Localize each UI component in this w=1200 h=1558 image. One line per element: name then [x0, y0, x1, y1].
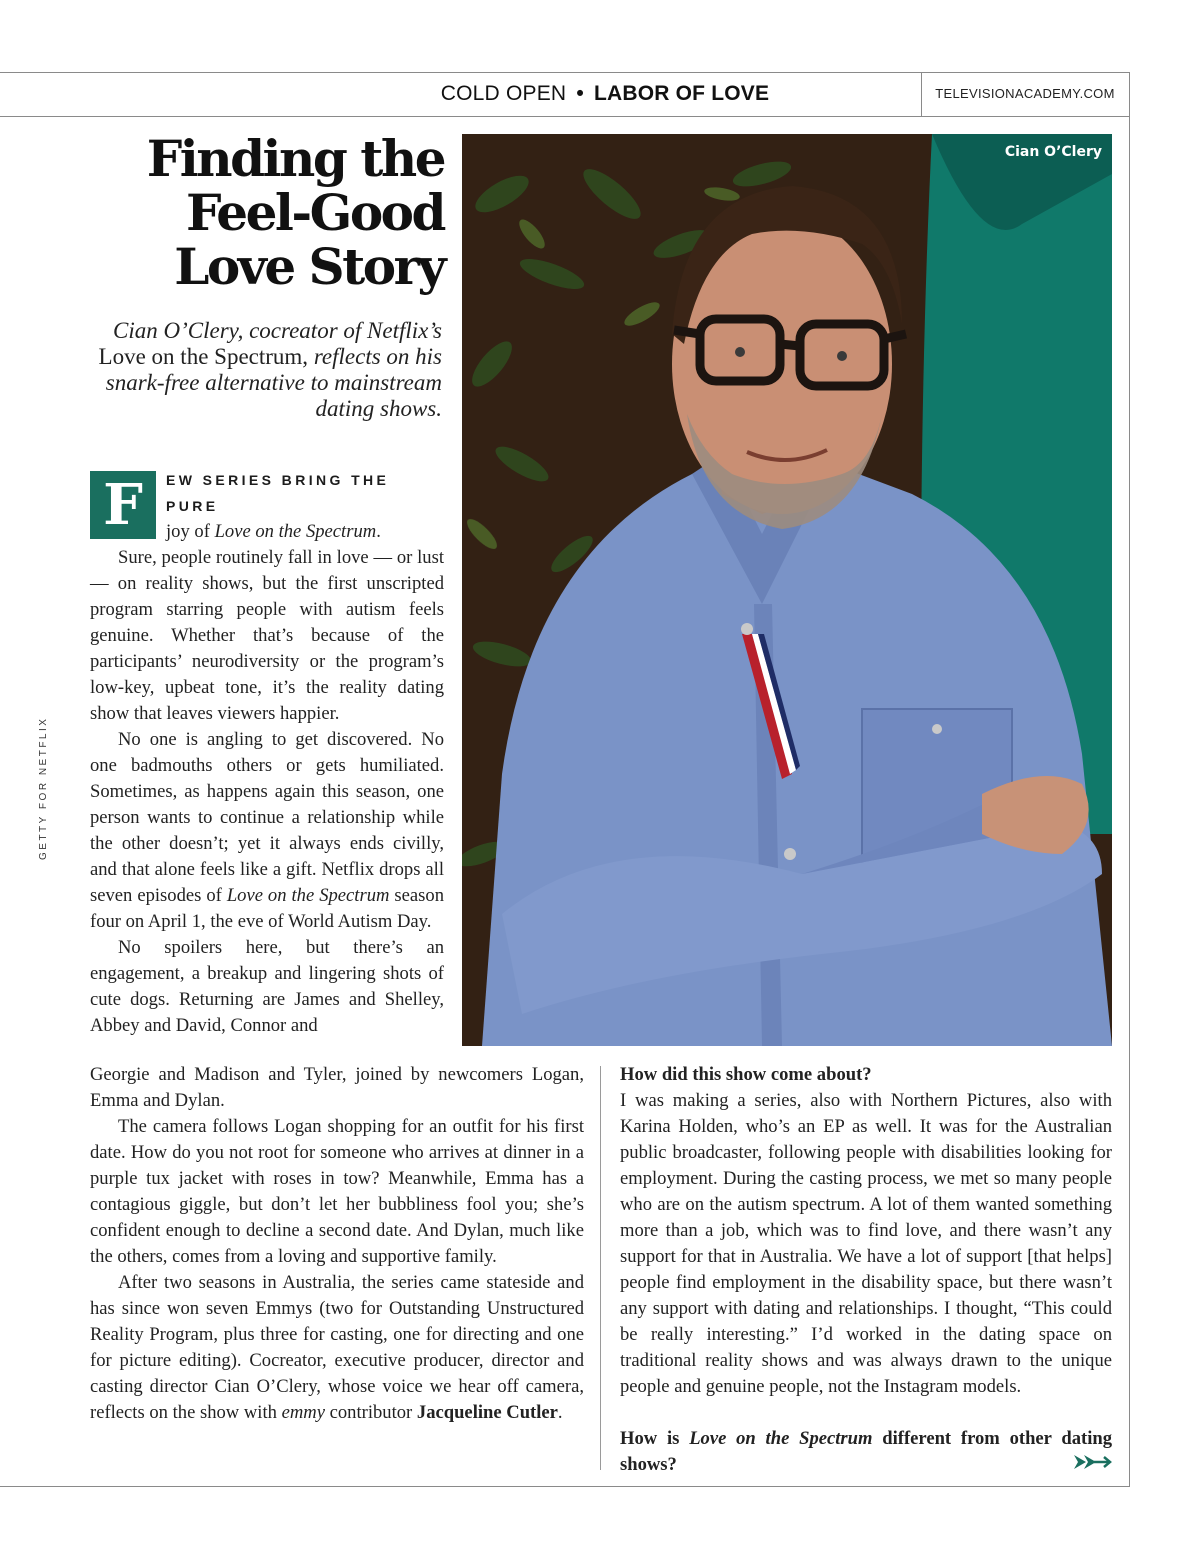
paragraph-4-lower: Georgie and Madison and Tyler, joined by newcomers Logan, Emma and Dylan. [90, 1064, 584, 1111]
section-name: COLD OPEN [440, 82, 567, 105]
answer-1: I was making a series, also with Northern Pictures, also with Karina Holden, who’s an EP as well. It was for the Australian public broadcaster, following people with disabilities looking for employment. During the casting process, we met so many people who are on the autism spectrum. A lot of them wanted something more than a job, which was to find love, and there wasn’t any support for that in Australia. We have a lot of support [that helps] people find employment in the disability space, but there wasn’t any support with dating and relationships. I thought, “This could be really interesting.” I’d worked in the dating space on traditional reality shows and was always drawn to the unique people and genuine people, not the Instagram models. [620, 1090, 1112, 1397]
title-line-2: Feel-Good [186, 183, 444, 242]
author-name: Jacqueline Cutler [416, 1402, 558, 1423]
paragraph-3-text-b: season four on April 1, the eve of World Autism Day. [90, 885, 444, 932]
lead-text: joy of [166, 521, 210, 542]
page-right-rule [1129, 72, 1130, 1487]
paragraph-6 [90, 1270, 584, 1426]
header-bottom-rule [0, 116, 1130, 117]
deck-part-2: reflects on his snark-free alternative to mainstream dating shows. [105, 344, 442, 421]
question-2-show-title: Love on the Spectrum [689, 1428, 873, 1449]
interview-column [620, 1062, 1112, 1478]
portrait-illustration [462, 134, 1112, 1046]
page-title [64, 129, 444, 296]
page-bottom-rule [0, 1486, 1130, 1487]
article-column-left-lower [90, 1062, 584, 1426]
spacer [620, 1400, 1112, 1426]
portrait-photo [462, 134, 1112, 1046]
title-line-1: Finding the [146, 129, 444, 188]
paragraph-6-contributor: contributor [329, 1402, 413, 1423]
lead-period: . [376, 521, 381, 542]
lead-show-title: Love on the Spectrum [214, 521, 377, 542]
paragraph-3-show-title: Love on the Spectrum [226, 885, 390, 906]
photo-credit: GETTY FOR NETFLIX [38, 716, 49, 860]
paragraph-3-text-a: No one is angling to get discovered. No one badmouths others or gets humiliated. Sometimes, as happens again this season, one person wants to continue a relationship while the other doesn’t; yet it always ends civilly, and that alone feels like a gift. Netflix drops all seven episodes of [90, 729, 444, 906]
feature-name: LABOR OF LOVE [593, 82, 770, 105]
article-column-left-upper [90, 467, 444, 1039]
photo-caption: Cian O’Clery [1004, 144, 1102, 160]
deck-part-1: Cian O’Clery, cocreator of Netflix’s [113, 318, 442, 343]
question-1: How did this show come about? [620, 1064, 872, 1085]
drop-cap: F [90, 471, 156, 539]
paragraph-4-upper: No spoilers here, but there’s an engagement, a breakup and lingering shots of cute dogs. Returning are James and Shelley, Abbey and David, Connor and [90, 937, 444, 1036]
question-2-text-a: How is [620, 1428, 680, 1449]
deck-show-title: Love on the Spectrum, [98, 344, 309, 369]
site-url: TELEVISIONACADEMY.COM [935, 86, 1115, 101]
section-label [430, 82, 780, 112]
paragraph-2: Sure, people routinely fall in love — or lust — on reality shows, but the first unscripted program starring people with autism feels genuine. Whether that’s because of the participants’ neurodiversity or the program’s low-key, upbeat tone, it’s the reality dating show that leaves viewers happier. [90, 547, 444, 724]
question-2-text-b: different from other dating shows? [620, 1428, 1113, 1475]
deck [82, 318, 442, 422]
paragraph-6-end: . [557, 1402, 563, 1423]
paragraph-6-text: After two seasons in Australia, the series came stateside and has since won seven Emmys (two for Outstanding Unstructured Reality Program, plus three for casting, one for directing and one for picture editing). Cocreator, executive producer, director and casting director Cian O’Clery, whose voice we hear off camera, reflects on the show with [90, 1272, 584, 1423]
paragraph-5: The camera follows Logan shopping for an outfit for his first date. How do you not root for someone who arrives at dinner in a purple tux jacket with roses in tow? Meanwhile, Emma has a contagious giggle, but don’t let her bubbliness fool you; she’s confident enough to decline a second date. And Dylan, much like the others, comes from a loving and supportive family. [90, 1116, 584, 1267]
section-separator: • [576, 82, 584, 105]
title-line-3: Love Story [174, 237, 444, 296]
column-divider [600, 1066, 601, 1470]
question-2 [620, 1426, 1112, 1478]
lead-caps: EW SERIES BRING THE PURE [166, 472, 390, 514]
double-arrow-right-icon [1072, 1453, 1112, 1471]
header-top-rule [0, 72, 1130, 73]
magazine-name: emmy [281, 1402, 325, 1423]
paragraph-3 [90, 727, 444, 935]
